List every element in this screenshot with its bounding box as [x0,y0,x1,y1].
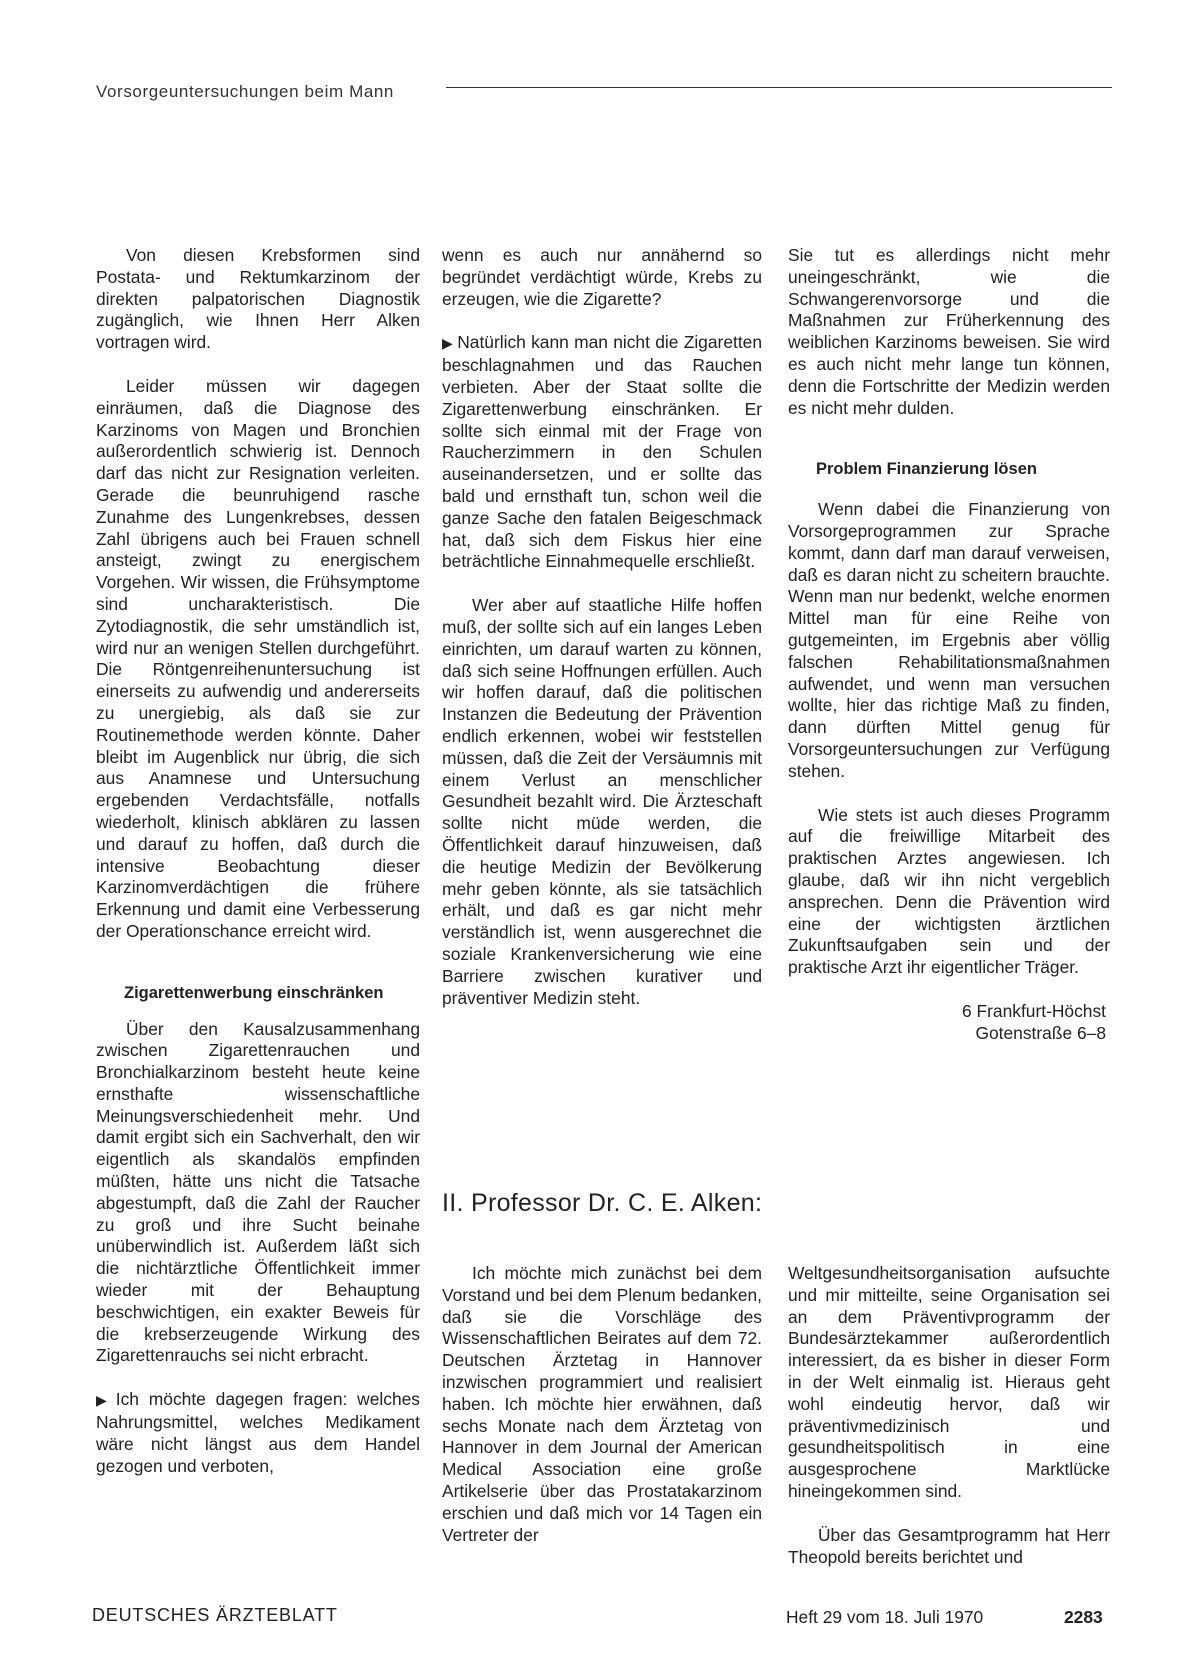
paragraph: Wer aber auf staatliche Hilfe hoffen muß, der sollte sich auf ein langes Leben einrichten, um darauf warten zu können, daß sich seine Hoffnungen erfüllen. Auch wir hoffen darauf, daß die politischen Instanzen die Bedeutung der Prävention endlich erkennen, wobei wir feststellen müssen, daß die Zeit der Versäumnis mit einem Verlust an menschlicher Gesundheit bezahlt wird. Die Ärzteschaft sollte nicht müde werden, die Öffentlichkeit darauf hinzuweisen, daß die heutige Medizin der Bevölkerung mehr geben könnte, als sie tatsächlich erhält, und daß es gar nicht mehr verständlich ist, wenn ausgerechnet die soziale Krankenversicherung wie eine Barriere zwischen kurativer und präventiver Medizin steht. [442,595,762,1008]
author-address [788,1001,1110,1045]
subheading-finanzierung: Problem Finanzierung lösen [816,460,1037,479]
paragraph: Wenn dabei die Finanzierung von Vorsorgeprogrammen zur Sprache kommt, dann darf man darauf verweisen, daß es daran nicht zu scheitern brauchte. Wenn man nur bedenkt, welche enormen Mittel man für eine Reihe von gutgemeinten, im Ergebnis aber völlig falschen Rehabilitationsmaßnahmen aufwendet, und wenn man versuchen wollte, hier das richtige Maß zu finden, dann dürften Mittel genug für Vorsorgeuntersuchungen zur Verfügung stehen. [788,499,1110,781]
issue-info: Heft 29 vom 18. Juli 1970 [786,1607,984,1627]
column-5 [788,1263,1110,1568]
paragraph-text: Natürlich kann man nicht die Zigaretten beschlagnahmen und das Rauchen verbieten. Aber der Staat sollte die Zigarettenwerbung einschränken. Er sollte sich einmal mit der Frage von Raucherzimmern in den Schulen auseinandersetzen, und er sollte das bald und ernsthaft tun, schon weil die ganze Sache den fatalen Beigeschmack hat, daß sich dem Fiskus hier eine beträchtliche Einnahmequelle erschließt. [442,332,762,572]
paragraph-with-marker [442,332,762,573]
address-line: 6 Frankfurt-Höchst [962,1000,1106,1021]
paragraph-with-marker [96,1389,420,1477]
paragraph: Weltgesundheitsorganisation aufsuchte und mir mitteilte, seine Organisation sei an dem Präventivprogramm der Bundesärztekammer außerordentlich interessiert, da es bisher in dieser Form in der Welt einmalig ist. Hieraus geht wohl eindeutig hervor, daß wir präventivmedizinisch und gesundheitspolitisch in eine ausgesprochene Marktlücke hineingekommen sind. [788,1263,1110,1501]
paragraph: Über das Gesamtprogramm hat Herr Theopold bereits berichtet und [788,1524,1110,1567]
triangle-marker-icon: ▶ [442,335,454,352]
paragraph: Wie stets ist auch dieses Programm auf die freiwillige Mitarbeit des praktischen Arztes angewiesen. Ich glaube, daß wir ihn nicht vergeblich ansprechen. Denn die Prävention wird eine der wichtigsten ärztlichen Zukunftsaufgaben sein und der praktische Arzt ihr eigentlicher Träger. [788,804,1110,978]
triangle-marker-icon: ▶ [96,1392,112,1409]
paragraph: Über den Kausalzusammenhang zwischen Zigarettenrauchen und Bronchialkarzinom besteht heute keine ernsthafte wissenschaftliche Meinungsverschiedenheit mehr. Und damit ergibt sich ein Sachverhalt, den wir eigentlich als skandalös empfinden müßten, hätte uns nicht die Tatsache abgestumpft, daß die Zahl der Raucher zu groß und ihre Sucht beinahe unüberwindlich ist. Außerdem läßt sich die nichtärztliche Öffentlichkeit immer wieder mit der Behauptung beschwichtigen, ein exakter Beweis für die krebserzeugende Wirkung des Zigarettenrauchs sei nicht erbracht. [96,1018,420,1366]
page-number: 2283 [1064,1607,1103,1627]
paragraph-text: Ich möchte dagegen fragen: welches Nahrungsmittel, welches Medikament wäre nicht längst aus dem Handel gezogen und verboten, [96,1389,420,1476]
column-3 [788,245,1110,1045]
running-head: Vorsorgeuntersuchungen beim Mann [96,82,394,101]
subheading-zigarettenwerbung: Zigarettenwerbung einschränken [124,983,384,1002]
paragraph: wenn es auch nur annähernd so begründet verdächtigt würde, Krebs zu erzeugen, wie die Zigarette? [442,245,762,309]
paragraph: Von diesen Krebsformen sind Postata- und Rektumkarzinom der direkten palpatorischen Diagnostik zugänglich, wie Ihnen Herr Alken vortragen wird. [96,245,420,353]
journal-name: DEUTSCHES ÄRZTEBLATT [92,1605,338,1625]
column-1 [96,245,420,1477]
paragraph: Leider müssen wir dagegen einräumen, daß die Diagnose des Karzinoms von Magen und Bronchien außerordentlich schwierig ist. Dennoch darf das nicht zur Resignation verleiten. Gerade die beunruhigend rasche Zunahme des Lungenkrebses, dessen Zahl übrigens auch bei Frauen schnell ansteigt, zwingt zu energischem Vorgehen. Wir wissen, die Frühsymptome sind uncharakteristisch. Die Zytodiagnostik, die sehr umständlich ist, wird nur an wenigen Stellen durchgeführt. Die Röntgenreihenuntersuchung ist einerseits zu aufwendig und andererseits zu unergiebig, als daß sie zur Routinemethode werden könnte. Daher bleibt im Augenblick nur übrig, die sich aus Anamnese und Untersuchung ergebenden Verdachtsfälle, notfalls wiederholt, klinisch abklären zu lassen und darauf zu hoffen, daß durch die intensive Beobachtung dieser Karzinomverdächtigen die frühere Erkennung und damit eine Verbesserung der Operationschance erreicht wird. [96,375,420,941]
column-2 [442,245,762,1009]
paragraph: Ich möchte mich zunächst bei dem Vorstand und bei dem Plenum bedanken, daß sie die Vorschläge des Wissenschaftlichen Beirates auf dem 72. Deutschen Ärztetag in Hannover inzwischen programmiert und realisiert haben. Ich möchte hier erwähnen, daß sechs Monate nach dem Ärztetag von Hannover in dem Journal der American Medical Association eine große Artikelserie über das Prostatakarzinom erschien und daß mich vor 14 Tagen ein Vertreter der [442,1263,762,1545]
section-title: II. Professor Dr. C. E. Alken: [442,1189,763,1217]
header-rule [446,87,1112,88]
paragraph: Sie tut es allerdings nicht mehr uneingeschränkt, wie die Schwangerenvorsorge und die Maßnahmen zur Früherkennung des weiblichen Karzinoms beweisen. Sie wird es auch nicht mehr lange tun können, denn die Fortschritte der Medizin werden es nicht mehr dulden. [788,245,1110,418]
column-4 [442,1263,762,1546]
address-line: Gotenstraße 6–8 [975,1022,1106,1043]
